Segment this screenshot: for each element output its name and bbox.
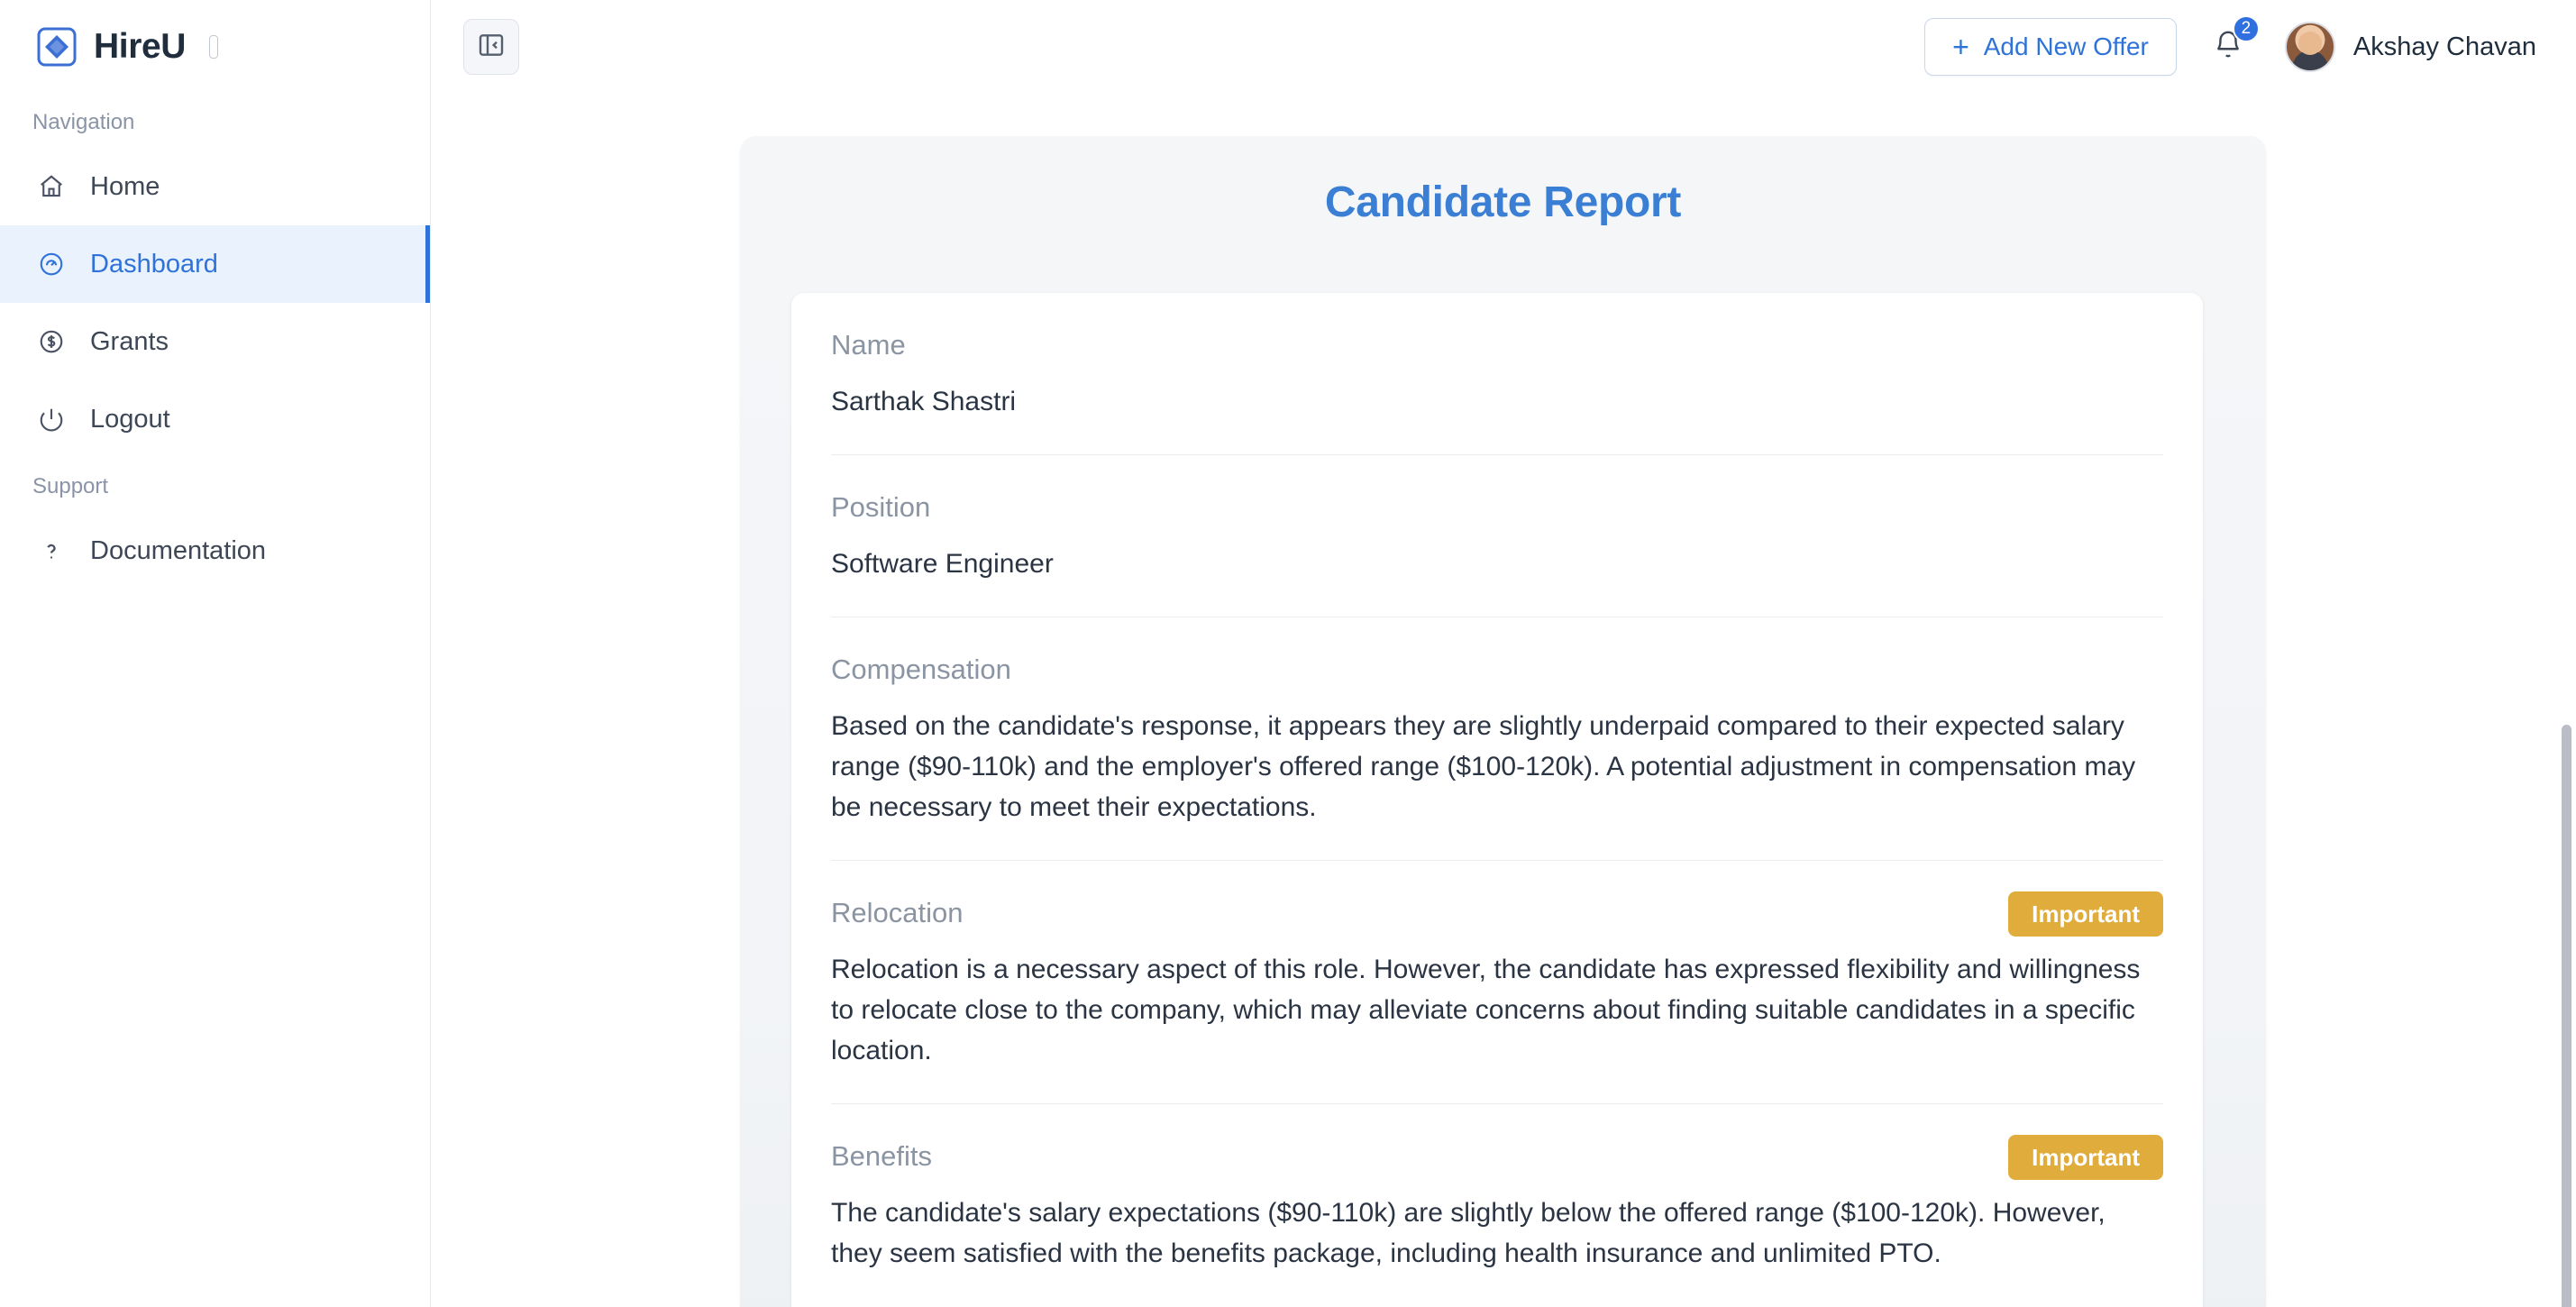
vertical-scrollbar[interactable] [2562,725,2571,1307]
field-value: Relocation is a necessary aspect of this role. However, the candidate has expressed flexibility and willingness to relocate close to the company, which may alleviate concerns about finding suitable candidates in a specific location. [831,955,2141,1065]
home-icon [36,171,67,202]
sidebar-collapse-icon [477,31,506,64]
avatar [2285,22,2335,72]
notification-count-badge: 2 [2233,15,2260,42]
sidebar-item-documentation[interactable] [0,512,430,590]
report-field-name [831,293,2163,455]
report-field-position [831,455,2163,617]
brand-name: HireU [94,27,187,66]
sidebar-item-label: Home [90,171,160,201]
topbar [431,0,2576,94]
user-menu[interactable] [2285,22,2536,72]
dollar-circle-icon [36,326,67,357]
text-cursor [209,35,218,59]
hireu-logo-icon [36,26,78,68]
sidebar-item-grants[interactable] [0,303,430,380]
field-label: Position [831,491,931,523]
add-new-offer-label: Add New Offer [1983,32,2149,60]
status-badge: Important [2008,891,2163,937]
field-label: Name [831,329,906,361]
user-name: Akshay Chavan [2352,32,2536,61]
sidebar-item-label: Logout [90,404,170,434]
field-value: Based on the candidate's response, it appears they are slightly underpaid compared to their expected salary range ($90-110k) and the employer's offered range ($100-120k). A potential adjustment in compensation may be necessary to meet their expectations. [831,711,2136,822]
report-card [791,293,2203,1307]
report-field-compensation [831,617,2163,861]
add-new-offer-button[interactable] [1924,18,2177,76]
sidebar [0,0,431,1307]
dashboard-icon [36,249,67,279]
sidebar-item-logout[interactable] [0,380,430,458]
brand [0,0,430,94]
page-title: Candidate Report [1324,178,1682,226]
report-field-benefits [831,1104,2163,1306]
field-label: Relocation [831,897,964,928]
question-mark-icon [36,535,67,566]
sidebar-collapse-button[interactable] [463,19,519,75]
field-value: The candidate's salary expectations ($90-110k) are slightly below the offered range ($100-120k). However, they seem satisfied with the benefits package, including health insurance and unlimited PTO. [831,1198,2106,1268]
candidate-report-panel [740,136,2266,1307]
sidebar-item-dashboard[interactable] [0,225,430,303]
field-label: Compensation [831,654,1011,685]
field-value: Sarthak Shastri [831,387,1017,416]
sidebar-item-home[interactable] [0,148,430,225]
support-section-label: Support [32,474,109,498]
report-field-relocation [831,861,2163,1104]
sidebar-item-label: Dashboard [90,249,218,279]
main-area [431,0,2576,1307]
nav-section-label: Navigation [32,110,135,134]
notifications-button[interactable] [2207,19,2252,68]
sidebar-item-label: Documentation [90,535,267,565]
field-label: Benefits [831,1140,933,1172]
plus-icon: + [1952,31,1969,63]
logout-icon [36,404,67,434]
sidebar-item-label: Grants [90,326,169,356]
status-badge: Important [2008,1135,2163,1180]
content-area [431,94,2576,1307]
field-value: Software Engineer [831,549,1054,579]
